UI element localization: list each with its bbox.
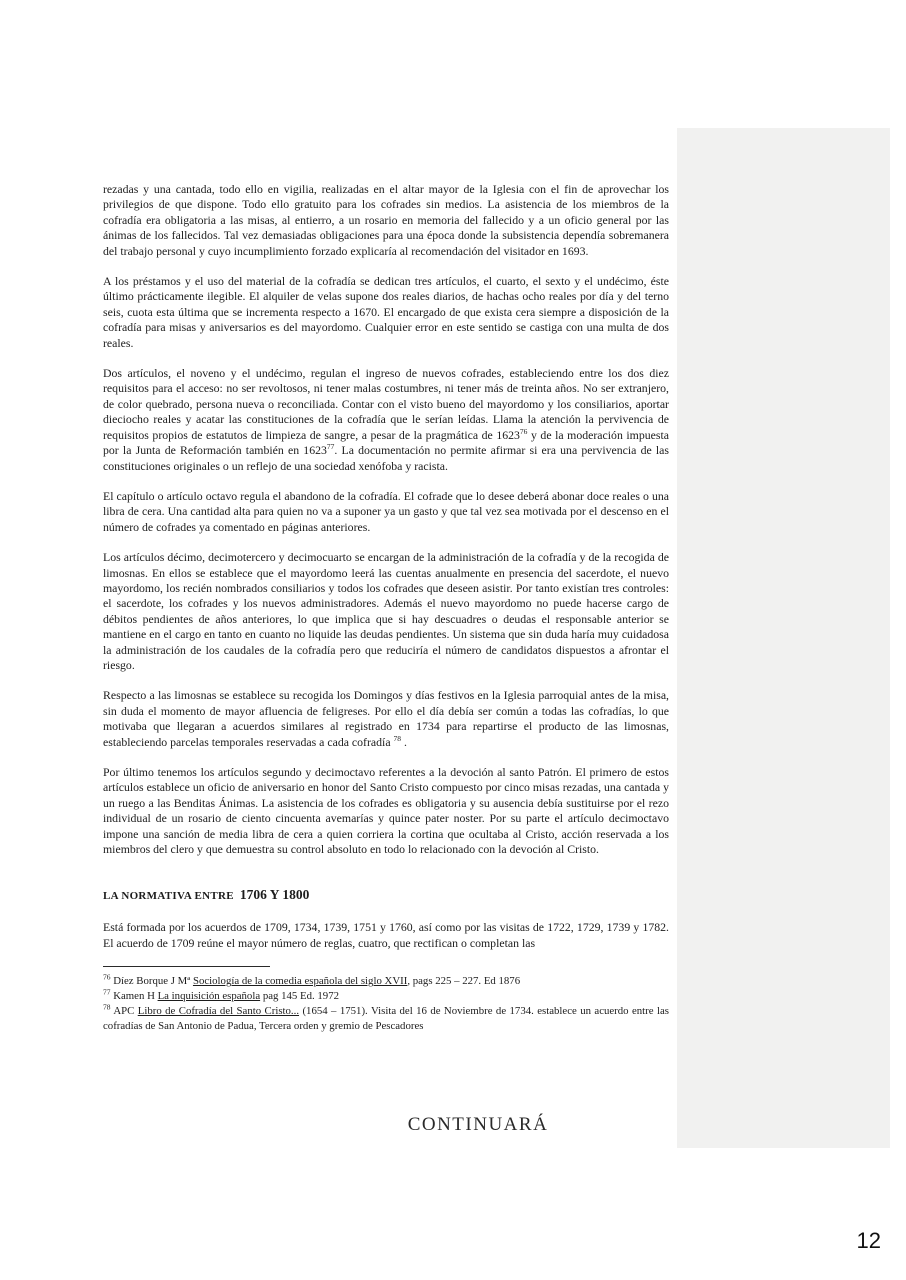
footnote-marker: 78	[103, 1002, 111, 1012]
paragraph: Por último tenemos los artículos segundo y decimoctavo referentes a la devoción al santo Patrón. El primero de estos artículos establece un oficio de aniversario en honor del Santo Cristo compuesto por cinco misas rezadas, una cantada y un ruego a las Benditas Ánimas. La asistencia de los cofrades es obligatoria y su ausencia debía sustituirse por el rezo individual de un rosario de ciento cincuenta avemarías y quince pater noster. Por su parte el artículo decimoctavo impone una sanción de media libra de cera a quien corriera la cortina que ocultaba al Cristo, acción reservada a los miembros del clero y que demuestra su control absoluto en todo lo relacionado con la devoción al Cristo.	[103, 765, 669, 857]
page-number: 12	[856, 1228, 881, 1253]
section-heading-lead: LA NORMATIVA ENTRE	[103, 890, 234, 903]
footnote-marker: 76	[103, 972, 111, 982]
paragraph: Respecto a las limosnas se establece su recogida los Domingos y días festivos en la Iglesia parroquial antes de la misa, sin duda el momento de mayor afluencia de feligreses. Por ello el día debía ser común a todas las cofradías, lo que motivaba que llegaran a acuerdos similares al registrado en 1734 para repartirse el producto de las limosnas, estableciendo parcelas temporales reservadas a cada cofradía $^{78}$ .	[103, 688, 669, 749]
footnote-marker: 77	[103, 987, 111, 997]
body-paragraphs-bottom	[103, 920, 669, 951]
paragraph: A los préstamos y el uso del material de la cofradía se dedican tres artículos, el cuarto, el sexto y el undécimo, éste último prácticamente ilegible. El alquiler de velas supone dos reales diarios, de hachas ocho reales por día y del terno seis, cuota esta última que se incrementa respecto a 1670. El encargado de que exista cera siempre a disposición de la cofradía para misas y aniversarios es del mayordomo. Cualquier error en este sentido se castiga con una multa de dos reales.	[103, 274, 669, 350]
continuation-label: CONTINUARÁ	[407, 1114, 549, 1135]
footnote-reference: 76	[519, 426, 528, 436]
paragraph: rezadas y una cantada, todo ello en vigilia, realizadas en el altar mayor de la Iglesia con el fin de aprovechar los privilegios de que dispone. Todo ello gratuito para los cofrades sin medios. La asistencia de los miembros de la cofradía era obligatoria a las misas, al entierro, a un rosario en memoria del fallecido y a un oficio general por las ánimas de los fallecidos. Tal vez demasiadas obligaciones para una época donde la subsistencia dependía sobremanera del trabajo personal y cuyo incumplimiento forzado explicaría al recomendación del visitador en 1693.	[103, 182, 669, 258]
footnote-separator	[103, 966, 270, 967]
footnote-reference: 77	[326, 442, 335, 452]
footnote: $^{77}$ Kamen H La inquisición española pag 145 Ed. 1972	[103, 987, 339, 1003]
section-heading-years: 1706 Y 1800	[239, 887, 310, 903]
text-column	[103, 182, 669, 1034]
section-heading	[103, 879, 669, 906]
body-paragraphs-top	[103, 182, 669, 857]
right-margin-panel	[677, 128, 890, 1148]
footnotes	[103, 974, 669, 1034]
footnote-reference: 78	[393, 733, 401, 743]
paragraph: Los artículos décimo, decimotercero y decimocuarto se encargan de la administración de la cofradía y de la recogida de limosnas. En ellos se establece que el mayordomo leerá las cuentas anualmente en presencia del sacerdote, el nuevo mayordomo, los recién nombrados consiliarios y todos los cofrades que deseen asistir. Por tanto existían tres controles: el sacerdote, los cofrades y los nuevos administradores. Además el nuevo mayordomo no puede hacerse cargo de débitos pendientes de años anteriores, lo que implica que si hay descuadres o deudas el responsable anterior se mantiene en el cargo en tanto en cuanto no liquide las deudas pendientes. Un sistema que sin duda haría muy cuidadosa la administración de los caudales de la cofradía pero que reduciría el número de candidatos dispuestos a afrontar el riesgo.	[103, 550, 669, 672]
footnote: $^{78}$ APC Libro de Cofradía del Santo Cristo... (1654 – 1751). Visita del 16 de Noviembre de 1734. establece un acuerdo entre las cofradías de San Antonio de Padua, Tercera orden y gremio de Pescadores	[103, 1002, 669, 1033]
paragraph: Está formada por los acuerdos de 1709, 1734, 1739, 1751 y 1760, así como por las visitas de 1722, 1729, 1739 y 1782. El acuerdo de 1709 reúne el mayor número de reglas, cuatro, que rectifican o completan las	[103, 920, 669, 950]
paragraph: Dos artículos, el noveno y el undécimo, regulan el ingreso de nuevos cofrades, estableciendo entre los dos diez requisitos para el acceso: no ser revoltosos, ni tener malas costumbres, ni tener más de treinta años. No ser extranjero, de color quebrado, persona nueva o reconciliada. Contar con el visto bueno del mayordomo y los consiliarios, aportar dieciocho reales y acatar las constituciones de la cofradía que le serían leídas. Llama la atención la pervivencia de requisitos propios de estatutos de limpieza de sangre, a pesar de la pragmática de 1623$^{76}$ y de la moderación impuesta por la Junta de Reformación también en 1623$^{77}$. La documentación no permite afirmar si era una pervivencia de las constituciones originales o un reflejo de una sociedad xenófoba y racista.	[103, 366, 669, 473]
paragraph: El capítulo o artículo octavo regula el abandono de la cofradía. El cofrade que lo desee deberá abonar doce reales o una libra de cera. Una cantidad alta para quien no va a suponer ya un gasto y que tal vez sea motivada por el descenso en el número de cofrades ya comentado en páginas anteriores.	[103, 488, 669, 534]
footnote: $^{76}$ Díez Borque J Mª Sociología de la comedia española del siglo XVII, pags 225 – 227. Ed 1876	[103, 972, 521, 988]
